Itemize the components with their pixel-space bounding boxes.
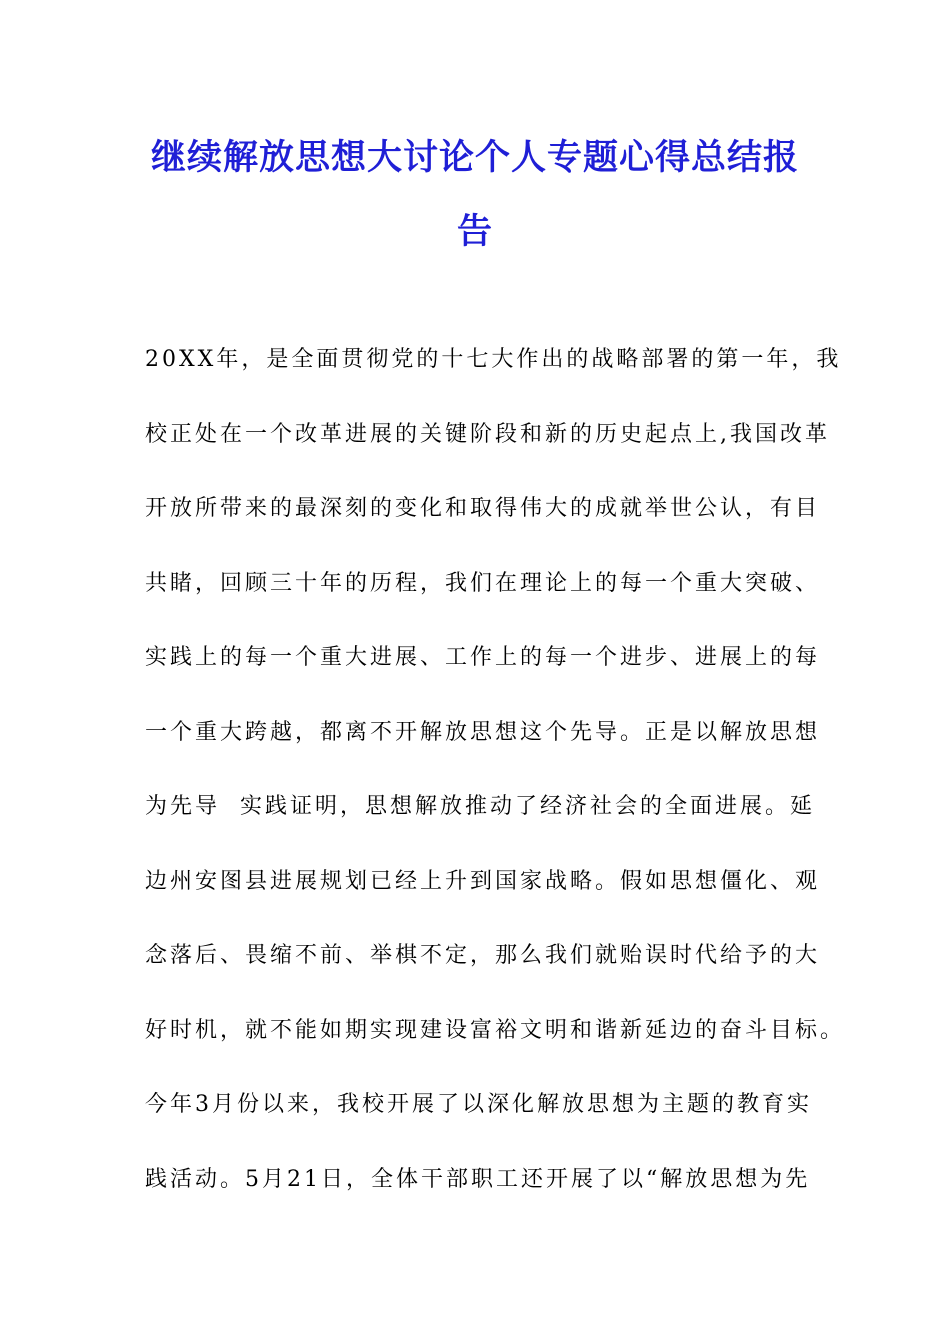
- body-line-6: 一个重大跨越，都离不开解放思想这个先导。正是以解放思想: [145, 719, 821, 745]
- body-line-5: 实践上的每一个重大进展、工作上的每一个进步、进展上的每: [145, 645, 821, 670]
- body-line-1: 20XX年，是全面贯彻党的十七大作出的战略部署的第一年，我: [145, 347, 842, 372]
- body-line-11: 今年3月份以来，我校开展了以深化解放思想为主题的教育实: [145, 1092, 812, 1117]
- body-line-12: 践活动。5月21日，全体干部职工还开展了以“解放思想为先: [145, 1166, 811, 1192]
- body-line-7: 为先导 实践证明，思想解放推动了经济社会的全面进展。延: [145, 794, 815, 819]
- body-line-2: 校正处在一个改革进展的关键阶段和新的历史起点上,我国改革: [145, 421, 830, 447]
- document-body: [145, 338, 846, 1232]
- body-line-4: 共睹，回顾三十年的历程，我们在理论上的每一个重大突破、: [145, 570, 821, 596]
- body-line-10: 好时机，就不能如期实现建设富裕文明和谐新延边的奋斗目标。: [145, 1017, 846, 1043]
- body-line-3: 开放所带来的最深刻的变化和取得伟大的成就举世公认，有目: [145, 496, 821, 521]
- body-line-9: 念落后、畏缩不前、举棋不定，那么我们就贻误时代给予的大: [145, 943, 821, 968]
- body-line-8: 边州安图县进展规划已经上升到国家战略。假如思想僵化、观: [145, 868, 821, 894]
- document-title-line-2: 告: [456, 212, 493, 252]
- document-title-line-1: 继续解放思想大讨论个人专题心得总结报: [150, 138, 799, 178]
